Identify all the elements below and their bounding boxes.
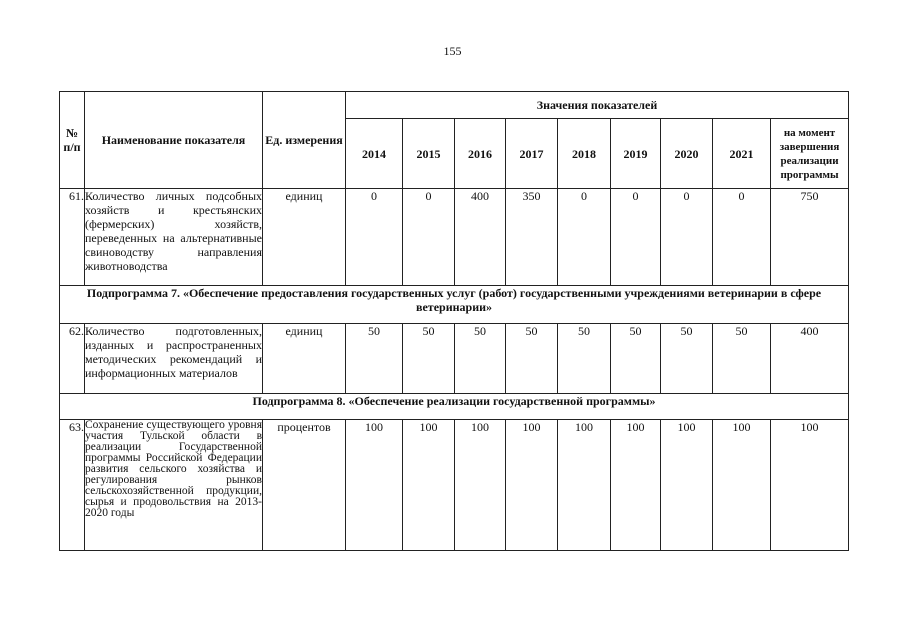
table-row (60, 189, 849, 286)
value-cell: 100 (661, 420, 713, 551)
header-year: 2020 (661, 119, 713, 189)
value-cell: 0 (403, 189, 455, 286)
value-cell: 50 (346, 324, 403, 394)
indicator-unit: процентов (263, 420, 346, 551)
indicator-name: Количество личных подсобных хозяйств и крестьянских (фермерских) хозяйств, переведенных на альтернативные свиноводству направления животноводства (85, 189, 263, 286)
final-value-cell: 100 (771, 420, 849, 551)
value-cell: 50 (455, 324, 506, 394)
header-values-group: Значения показателей (346, 92, 849, 119)
indicator-unit: единиц (263, 324, 346, 394)
value-cell: 0 (713, 189, 771, 286)
value-cell: 100 (455, 420, 506, 551)
subprogram-row (60, 286, 849, 324)
value-cell: 100 (506, 420, 558, 551)
table-header (60, 92, 849, 189)
final-value-cell: 750 (771, 189, 849, 286)
header-year: 2017 (506, 119, 558, 189)
value-cell: 0 (346, 189, 403, 286)
header-year: 2018 (558, 119, 611, 189)
header-year: 2016 (455, 119, 506, 189)
value-cell: 100 (611, 420, 661, 551)
subprogram-title: Подпрограмма 8. «Обеспечение реализации государственной программы» (60, 394, 849, 420)
subprogram-title: Подпрограмма 7. «Обеспечение предоставления государственных услуг (работ) государственными учреждениями ветеринарии в сфере ветеринарии» (60, 286, 849, 324)
value-cell: 400 (455, 189, 506, 286)
value-cell: 0 (558, 189, 611, 286)
table-row (60, 324, 849, 394)
value-cell: 0 (611, 189, 661, 286)
value-cell: 100 (558, 420, 611, 551)
header-unit: Ед. измерения (263, 92, 346, 189)
value-cell: 50 (558, 324, 611, 394)
value-cell: 50 (713, 324, 771, 394)
row-number: 62. (60, 324, 85, 394)
value-cell: 50 (611, 324, 661, 394)
value-cell: 50 (403, 324, 455, 394)
header-year: 2021 (713, 119, 771, 189)
final-value-cell: 400 (771, 324, 849, 394)
row-number: 61. (60, 189, 85, 286)
indicators-table (59, 91, 849, 551)
value-cell: 100 (713, 420, 771, 551)
indicator-unit: единиц (263, 189, 346, 286)
page-number: 155 (443, 44, 462, 58)
value-cell: 50 (506, 324, 558, 394)
subprogram-row (60, 394, 849, 420)
value-cell: 50 (661, 324, 713, 394)
value-cell: 0 (661, 189, 713, 286)
header-name: Наименование показателя (85, 92, 263, 189)
header-year: 2014 (346, 119, 403, 189)
value-cell: 100 (403, 420, 455, 551)
indicator-name: Сохранение существующего уровня участия Тульской области в реализации Государственной программы Российской Федерации развития сельского хозяйства и регулирования рынков сельскохозяйственной продукции, сырья и продовольствия на 2013-2020 годы (85, 420, 263, 551)
row-number: 63. (60, 420, 85, 551)
value-cell: 100 (346, 420, 403, 551)
header-final: на момент завершения реализации программы (771, 119, 849, 189)
header-num: № п/п (60, 92, 85, 189)
header-year: 2015 (403, 119, 455, 189)
value-cell: 350 (506, 189, 558, 286)
header-year: 2019 (611, 119, 661, 189)
table-row (60, 420, 849, 551)
indicator-name: Количество подготовленных, изданных и распространенных методических рекомендаций и информационных материалов (85, 324, 263, 394)
